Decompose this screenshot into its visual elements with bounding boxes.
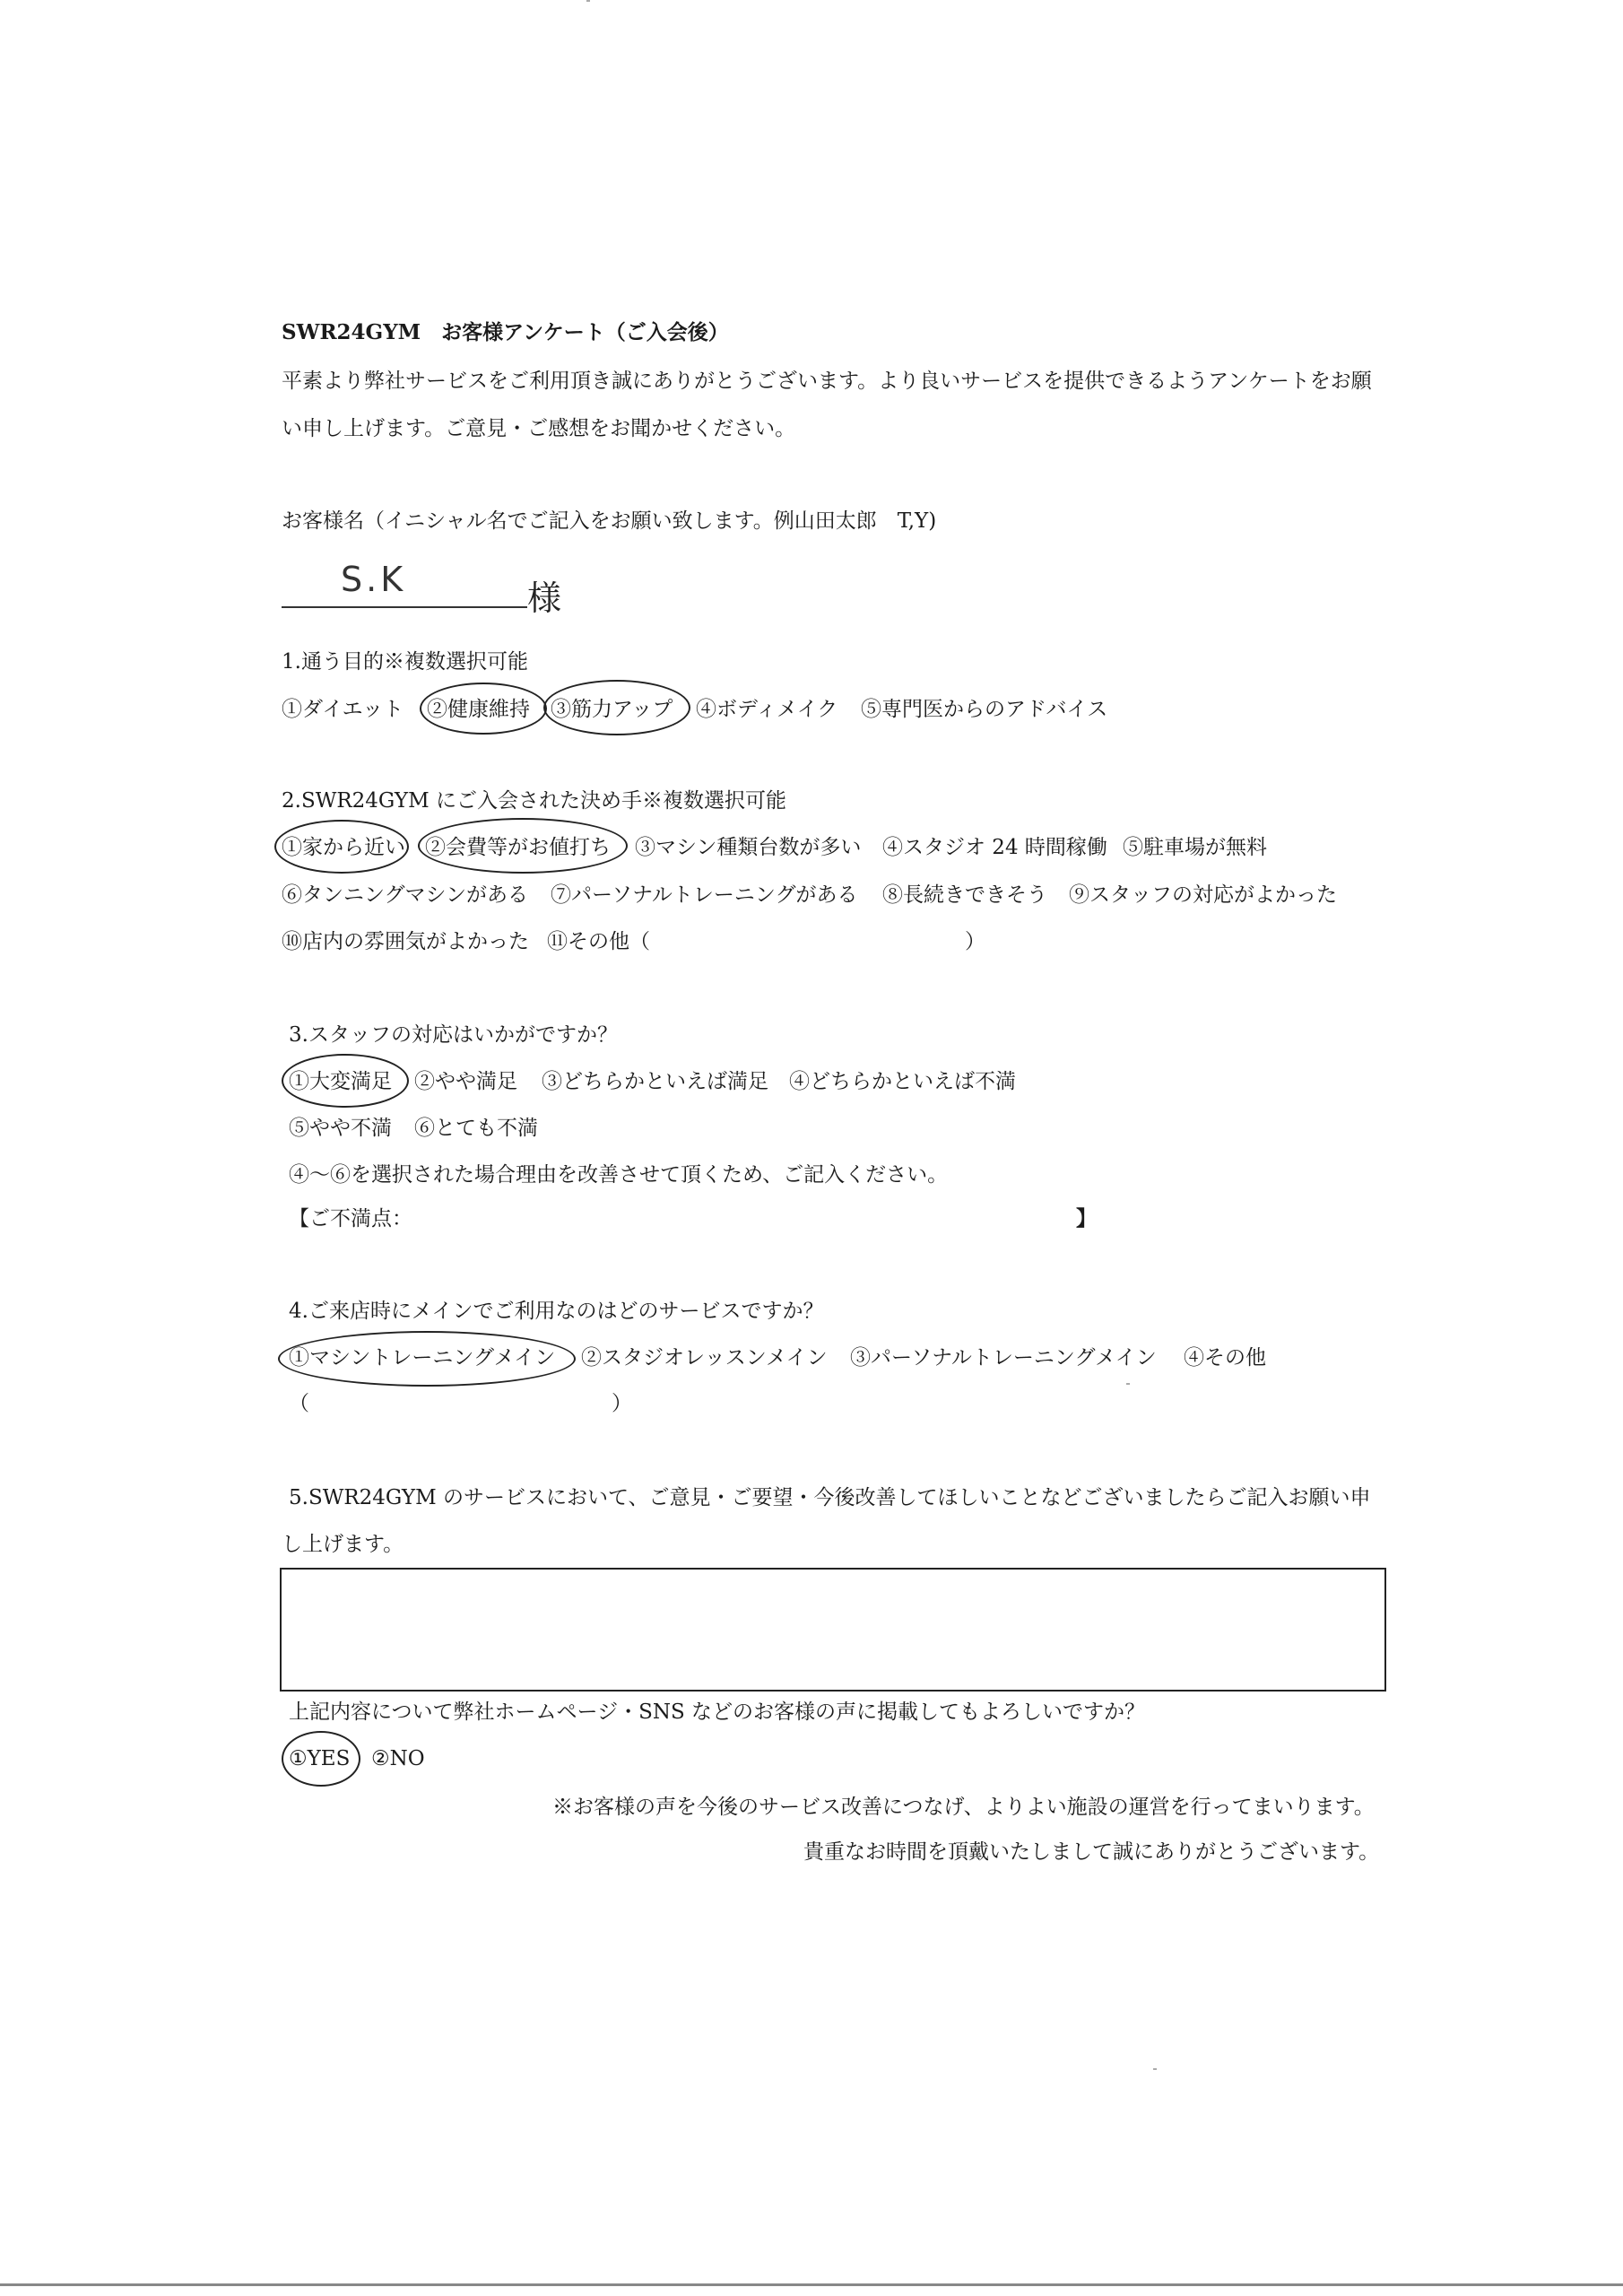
- q2-option-near-home[interactable]: ①家から近い: [282, 836, 405, 859]
- q4-selected-mark-machine: [278, 1331, 576, 1387]
- q1-question: 1.通う目的※複数選択可能: [282, 650, 528, 674]
- q2-option-parking[interactable]: ⑤駐車場が無料: [1123, 836, 1267, 859]
- q1-selected-mark-health: [420, 683, 547, 735]
- q3-selected-mark-very-satisfied: [282, 1054, 409, 1108]
- survey-title: SWR24GYM お客様アンケート（ご入会後）: [282, 320, 729, 344]
- q3-note: ④～⑥を選択された場合理由を改善させて頂くため、ご記入ください。: [289, 1163, 949, 1187]
- q2-option-personal[interactable]: ⑦パーソナルトレーニングがある: [551, 883, 858, 907]
- q3-option-rather-satisfied[interactable]: ③どちらかといえば満足: [542, 1070, 768, 1093]
- q3-option-very-dissatisfied[interactable]: ⑥とても不満: [414, 1117, 538, 1140]
- publish-selected-mark-yes: [282, 1731, 360, 1787]
- publish-option-no[interactable]: ②NO: [371, 1747, 425, 1770]
- q2-option-continue[interactable]: ⑧長続きできそう: [882, 883, 1047, 907]
- customer-name-label: お客様名（イニシャル名でご記入をお願い致します。例山田太郎 T,Y): [282, 509, 937, 533]
- customer-name-underline: [282, 606, 527, 608]
- customer-name-handwritten[interactable]: S.K: [341, 560, 407, 599]
- q3-option-very-satisfied[interactable]: ①大変満足: [289, 1070, 392, 1093]
- q4-option-other[interactable]: ④その他: [1184, 1346, 1266, 1370]
- q1-option-strength[interactable]: ③筋力アップ: [551, 698, 673, 721]
- q4-other-close: ）: [612, 1392, 632, 1415]
- q2-option-machines[interactable]: ③マシン種類台数が多い: [635, 836, 862, 859]
- footer-note: ※お客様の声を今後のサービス改善につなげ、よりよい施設の運営を行ってまいります。: [552, 1796, 1375, 1819]
- q1-option-bodymake[interactable]: ④ボディメイク: [696, 698, 838, 721]
- scan-speck: [1126, 1383, 1130, 1385]
- q4-option-machine[interactable]: ①マシントレーニングメイン: [289, 1346, 556, 1370]
- scan-speck: [586, 0, 590, 2]
- publish-option-yes[interactable]: ①YES: [289, 1747, 351, 1770]
- q1-option-doctor-advice[interactable]: ⑤専門医からのアドバイス: [861, 698, 1108, 721]
- intro-text-line2: い申し上げます。ご意見・ご感想をお聞かせください。: [282, 417, 796, 440]
- q5-question-line2: し上げます。: [282, 1533, 404, 1556]
- q5-answer-box[interactable]: [280, 1568, 1386, 1692]
- q2-option-other-close: ）: [965, 930, 985, 953]
- q2-option-atmosphere[interactable]: ⑩店内の雰囲気がよかった: [282, 930, 529, 953]
- q1-selected-mark-strength: [543, 680, 690, 735]
- intro-text-line1: 平素より弊社サービスをご利用頂き誠にありがとうございます。より良いサービスを提供できるようアンケートをお願: [282, 370, 1372, 393]
- q3-option-somewhat-dissatisfied[interactable]: ⑤やや不満: [289, 1117, 392, 1140]
- q1-option-diet[interactable]: ①ダイエット: [282, 698, 404, 721]
- q3-dissatisfaction-label: 【ご不満点：: [289, 1207, 412, 1231]
- q3-option-rather-dissatisfied[interactable]: ④どちらかといえば不満: [789, 1070, 1016, 1093]
- customer-name-suffix: 様: [527, 578, 562, 618]
- q1-option-health[interactable]: ②健康維持: [427, 698, 530, 721]
- q3-dissatisfaction-close: 】: [1076, 1206, 1097, 1231]
- q2-selected-mark-fee: [418, 818, 628, 874]
- q2-option-studio-24h[interactable]: ④スタジオ 24 時間稼働: [882, 836, 1107, 859]
- q2-option-staff[interactable]: ⑨スタッフの対応がよかった: [1069, 883, 1337, 907]
- q3-question: 3.スタッフの対応はいかがですか？: [289, 1023, 618, 1047]
- scan-edge-line: [0, 2283, 1623, 2286]
- q2-option-tanning[interactable]: ⑥タンニングマシンがある: [282, 883, 528, 907]
- q4-other-open: （: [289, 1392, 309, 1415]
- q4-option-personal[interactable]: ③パーソナルトレーニングメイン: [850, 1346, 1157, 1370]
- q4-question: 4.ご来店時にメインでご利用なのはどのサービスですか？: [289, 1300, 824, 1323]
- q4-option-studio[interactable]: ②スタジオレッスンメイン: [581, 1346, 828, 1370]
- publish-question: 上記内容について弊社ホームページ・SNS などのお客様の声に掲載してもよろしいですか？: [289, 1700, 1146, 1724]
- q2-selected-mark-near-home: [274, 820, 409, 874]
- scan-speck: [1153, 2068, 1157, 2070]
- q2-option-other[interactable]: ⑪その他（: [547, 930, 650, 953]
- q3-option-somewhat-satisfied[interactable]: ②やや満足: [414, 1070, 517, 1093]
- footer-thanks: 貴重なお時間を頂戴いたしまして誠にありがとうございます。: [803, 1840, 1380, 1864]
- q2-question: 2.SWR24GYM にご入会された決め手※複数選択可能: [282, 789, 786, 813]
- q5-question-line1: 5.SWR24GYM のサービスにおいて、ご意見・ご要望・今後改善してほしいことなどございましたらご記入お願い申: [289, 1486, 1371, 1509]
- q2-option-fee[interactable]: ②会費等がお値打ち: [425, 836, 611, 859]
